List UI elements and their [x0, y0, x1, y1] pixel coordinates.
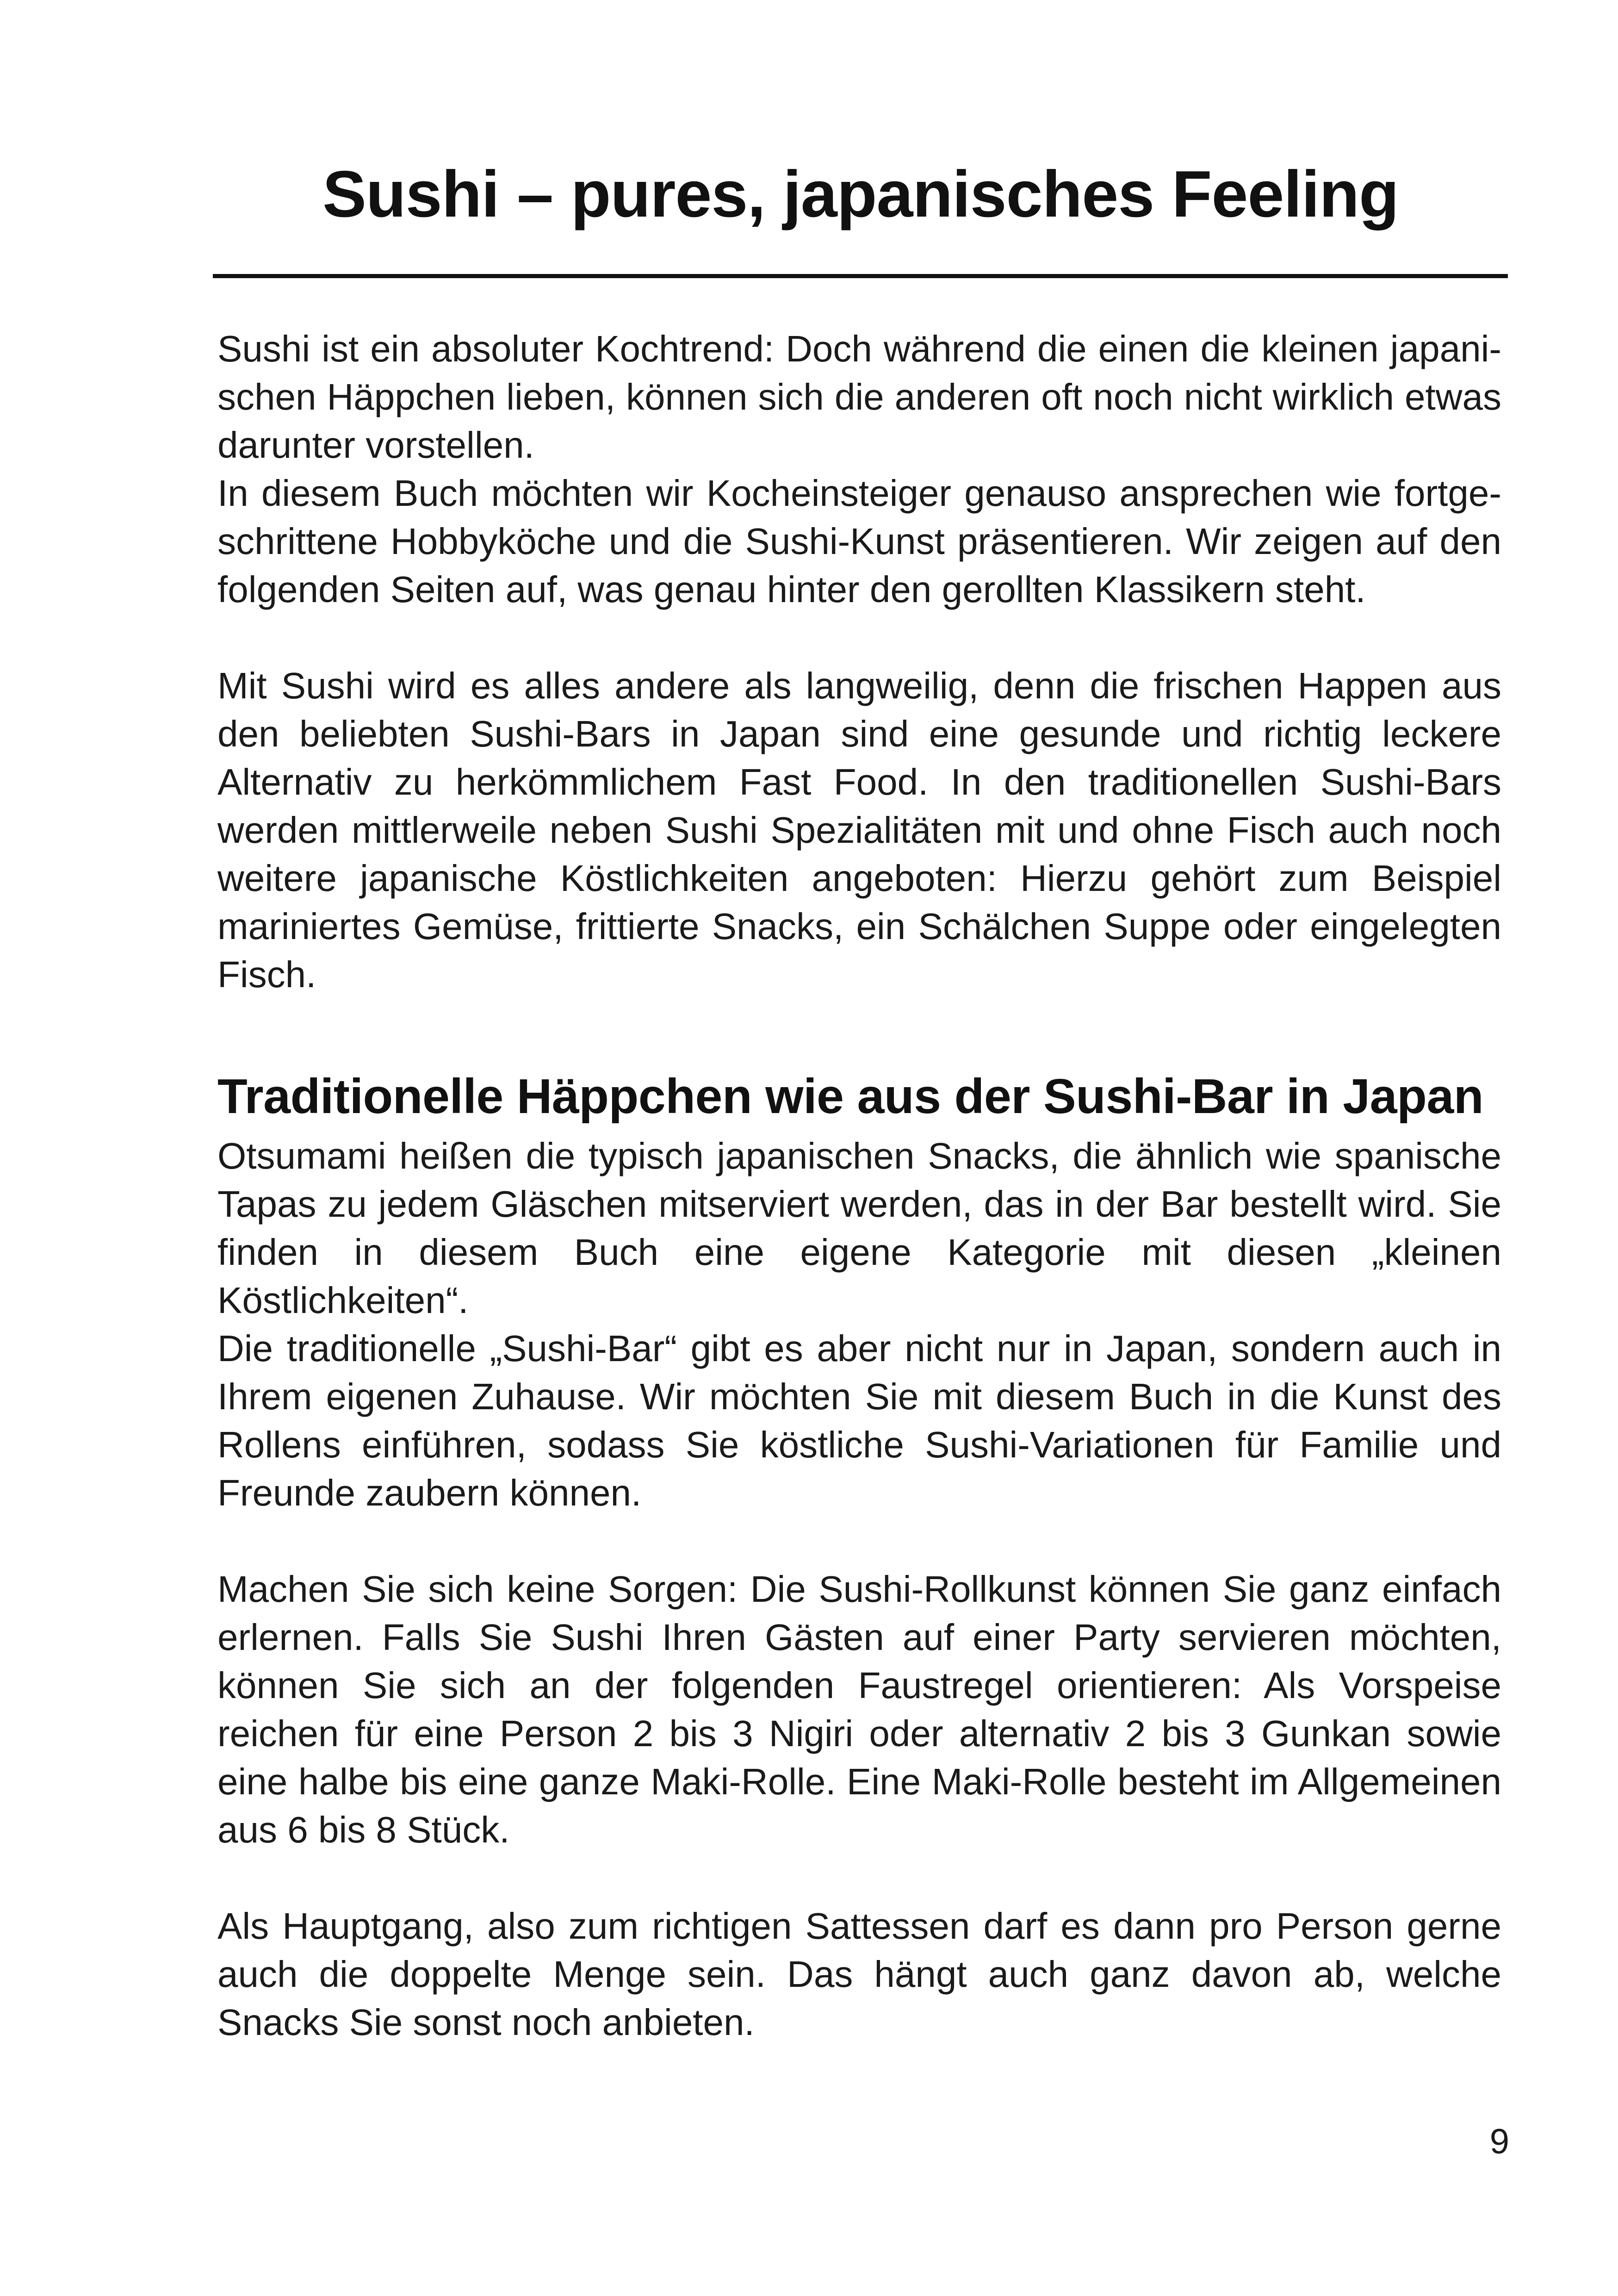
paragraph: Mit Sushi wird es alles andere als langweilig, denn die frischen Happen aus den beliebten Sushi-Bars in Japan sind eine gesunde und richtig leckere Alternativ zu herkömmlichem Fast Food. In den traditionellen Sushi-Bars werden mittlerweile neben Sushi Spezialitäten mit und ohne Fisch auch noch weitere japanische Köstlichkeiten angeboten: Hierzu gehört zum Beispiel mariniertes Gemüse, frittierte Snacks, ein Schälchen Suppe oder eingelegten Fisch. [217, 665, 1501, 995]
page-number: 9 [1489, 2122, 1509, 2161]
paragraph: Als Hauptgang, also zum richtigen Sattessen darf es dann pro Person gerne auch die doppelte Menge sein. Das hängt auch ganz davon ab, welche Snacks Sie sonst noch anbieten. [217, 1905, 1501, 2043]
paragraph: Sushi ist ein absoluter Kochtrend: Doch während die einen die kleinen japanischen Häppchen lieben, können sich die anderen oft noch nicht wirklich etwas darunter vorstellen. [217, 328, 1501, 466]
page-body [217, 325, 1501, 2047]
paragraph: Machen Sie sich keine Sorgen: Die Sushi-Rollkunst können Sie ganz einfach erlernen. Falls Sie Sushi Ihren Gästen auf einer Party servieren möchten, können Sie sich an der folgenden Faustregel orientieren: Als Vorspeise reichen für eine Person 2 bis 3 Nigiri oder alternativ 2 bis 3 Gunkan sowie eine halbe bis eine ganze Maki-Rolle. Eine Maki-Rolle besteht im Allgemeinen aus 6 bis 8 Stück. [217, 1568, 1501, 1850]
paragraph: In diesem Buch möchten wir Kocheinsteiger genauso ansprechen wie fortgeschrittene Hobbyköche und die Sushi-Kunst präsentieren. Wir zeigen auf den folgenden Seiten auf, was genau hinter den gerollten Klassikern steht. [217, 473, 1501, 610]
paragraph: Die traditionelle „Sushi-Bar“ gibt es aber nicht nur in Japan, sondern auch in Ihrem eigenen Zuhause. Wir möchten Sie mit diesem Buch in die Kunst des Rollens einführen, sodass Sie köstliche Sushi-Variationen für Familie und Freunde zaubern können. [217, 1328, 1501, 1513]
paragraph: Otsumami heißen die typisch japanischen Snacks, die ähnlich wie spanische Tapas zu jedem Gläschen mitserviert werden, das in der Bar bestellt wird. Sie finden in diesem Buch eine eigene Kategorie mit diesen „kleinen Köstlichkeiten“. [217, 1135, 1501, 1321]
section-heading: Traditionelle Häppchen wie aus der Sushi-Bar in Japan [217, 1069, 1484, 1124]
page-title: Sushi – pures, japanisches Feeling [322, 157, 1399, 231]
title-divider [213, 274, 1508, 278]
